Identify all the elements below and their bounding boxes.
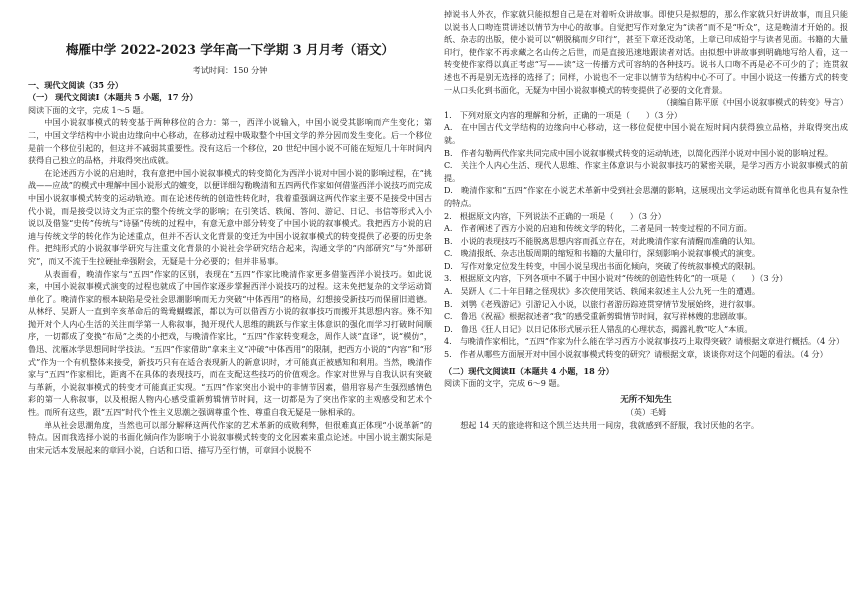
question-5: 5. 作者从哪些方面展开对中国小说叙事模式转变的研究？请根据文章，谈谈你对这个问题的看法。（4 分） xyxy=(444,349,828,360)
question-stem: 1. 下列对原文内容的理解和分析，正确的一项是（ ）（3 分） xyxy=(444,109,683,120)
question-option: C. 关注个人内心生活、现代人思维、作家主体意识与小说叙事技巧的紧密关联，是学习西方小说叙事模式的前提。 xyxy=(444,160,848,183)
question-option: B. 小说的表现技巧不能脱离思想内容而孤立存在，对此晚清作家有清醒而准确的认知。 xyxy=(444,235,761,246)
right-column xyxy=(444,8,848,432)
passage-paragraph: 在论述西方小说的启迪时，我有意把中国小说叙事模式的转变简化为西洋小说对中国小说的影响过程，在“挑战——应战”的模式中理解中国小说形式的嬗变，以便详细勾勒晚清和五四两代作家如何借鉴西洋小说技巧而完成中国小说叙事模式转变的运动轨迹。而在论述传统的创造性转化时，我着重强调这两代作家主要不是接受中国古代小说，而是接受以诗文为正宗的整个传统文学的影响；在引笑话、轶闻、答问、游记、日记、书信等形式入小说以及借鉴“史传”传统与“诗骚”传统的过程中，有意无意中部分转变了中国小说的叙事模式。我把西方小说的启迪与传统文学的转化作为论述重点，但并不否认文化背景的变迁为中国小说叙事模式的转变提供了必要的历史条件。把纯形式的小说叙事学研究与注重文化背景的小说社会学研究结合起来，沟通文学的“内部研究”与“外部研究”，而又不流于生拉硬扯牵强附会，无疑是十分必要的；但并非易事。 xyxy=(28,167,432,266)
story-title: 无所不知先生 xyxy=(620,394,672,405)
reading-instruction: 阅读下面的文字，完成 1～5 题。 xyxy=(28,104,149,115)
passage-source: （摘编自陈平原《中国小说叙事模式的转变》导言） xyxy=(661,97,848,108)
question-option: D. 晚清作家和“五四”作家在小说艺术革新中受到社会思潮的影响，这展现出文学运动既有简单化也具有复杂性的特点。 xyxy=(444,185,848,208)
exam-time: 考试时间：150 分钟 xyxy=(192,65,268,75)
question-2 xyxy=(444,210,848,273)
subsection-heading: （一） 现代文阅读Ⅰ（本题共 5 小题，17 分） xyxy=(28,92,198,103)
question-option: D. 写作对象定位发生转变，中国小说呈现出书面化倾向，突破了传统叙事模式的限制。 xyxy=(444,260,761,271)
question-3 xyxy=(444,272,848,335)
story-paragraph: 想起 14 天的旅途将和这个凯兰达共用一间房，我就感到不舒服，我讨厌他的名字。 xyxy=(460,420,759,430)
question-4: 4. 与晚清作家相比，“五四”作家为什么能在学习西方小说叙事技巧上取得突破？请根据文章进行概括。（4 分） xyxy=(444,336,845,347)
question-option: A. 吴趼人《二十年目睹之怪现状》多次使用笑话、轶闻来叙述主人公九死一生的遭遇。 xyxy=(444,286,760,297)
question-option: D. 鲁迅《狂人日记》以日记体形式展示狂人错乱的心理状态，揭露礼教“吃人”本质。 xyxy=(444,323,753,334)
question-option: A. 作者阐述了西方小说的启迪和传统文学的转化，二者是同一转变过程的不同方面。 xyxy=(444,223,752,234)
section-heading: 一、现代文阅读（35 分） xyxy=(28,79,124,90)
question-option: C. 晚清报纸、杂志出版周期的缩短和书籍的大量印行，深刻影响小说叙事模式的演变。 xyxy=(444,248,761,259)
question-option: B. 刘鹗《老残游记》引游记入小说，以旅行者游历踪迹贯穿情节发展始终，进行叙事。 xyxy=(444,298,761,309)
question-option: C. 鲁迅《祝福》根据叙述者“我”的感受重新剪辑情节时间，叙写祥林嫂的悲剧故事。 xyxy=(444,311,753,322)
story-author: （英）毛姆 xyxy=(625,407,667,418)
passage-paragraph: 中国小说叙事模式的转变基于两种移位的合力：第一，西洋小说输入，中国小说受其影响而产生变化；第二，中国文学结构中小说由边缘向中心移动，在移动过程中吸取整个中国文学的养分因而发生变化。后一个移位是前一个移位引起的，但这并不减弱其重要性。没有这后一个移位，20 世纪中国小说不可能在短短几十年时间内获得自己独立的品格，并取得突出成就。 xyxy=(28,117,432,166)
passage-paragraph: 掉说书人外衣，作家就只能拟想自己是在对着听众讲故事。即使只是拟想的，那么作家就只好讲故事，而且只能以说书人口吻连贯讲述以情节为中心的故事。自觉把写作对象定为“读者”而不是“听众”，这是晚清才开始的。报纸、杂志的出版，使小说可以“朝脱稿而夕印行”，甚至下章还没动笔，上章已印成铅字与读者见面。书籍的大量印行，使作家不再求藏之名山传之后世，而是直接迅速地跟读者对话。由拟想中讲故事到明确地写给人看，这一转变使作家得以真正考虑“写——读”这一传播方式可容纳的各种技巧。说书人口吻不再是必不可少的了；连贯叙述也不再是别无选择的选择了；同样，小说也不一定非以情节为结构中心不可了。中国小说这一传播方式的转变一从口头化到书面化，无疑为中国小说叙事模式的转变提供了必要的文化背景。 xyxy=(444,9,848,95)
left-column xyxy=(28,8,432,456)
question-stem: 3. 根据原文内容，下列各项中不属于中国小说对“传统的创造性转化”的一项是（ ）（3 分） xyxy=(444,273,788,284)
passage-paragraph: 单从社会思潮角度，当然也可以部分解释这两代作家的艺术革新的成败利弊，但很难真正体现“小说革新”的特点。因而我选择小说的书面化倾向作为影响于小说叙事模式转变的文化因素来重点论述。中国小说主潮实际是由宋元话本发展起来的章回小说，白话和口语、描写乃至行情，可章回小说脱不 xyxy=(28,419,432,455)
exam-title: 梅雁中学 2022-2023 学年高一下学期 3 月月考（语文） xyxy=(65,42,395,57)
subsection-heading: （二）现代文阅读Ⅱ（本题共 4 小题，18 分） xyxy=(444,365,614,376)
passage-paragraph: 从表面看，晚清作家与“五四”作家的区别，表现在“五四”作家比晚清作家更多借鉴西洋小说技巧。如此说来，中国小说叙事模式演变的过程也就成了中国作家逐步掌握西洋小说技巧的过程。这未免把复杂的文学运动简单化了。晚清作家的根本缺陷是受社会思潮影响而无力突破“中体西用”的格局，幻想接受新技巧而保留旧道德。从林纾、吴趼人一直到辛亥革命后的鸳鸯蝴蝶派，都以为可以借西方小说的叙事技巧而搬开其思想内容。殊不知抛开对个人内心生活的关注而学第一人称叙事，抛开现代人思维的跳跃与作家主体意识的强化而学习打破时间顺序，一切都成了变换“布局”之类的小把戏，与晚清作家比，“五四”作家转变观念，周作人谈“直译”，说“模仿”，鲁迅、沈雁冰学思想同时学技法。“五四”作家借助“拿来主义”冲破“中体西用”的限制，把西方小说的“内容”和“形式”作为一个有机整体来接受，新技巧只有在适合表现新人的新意识时，才可能真正被感知和利用。当然，晚清作家与“五四”作家相比，距离不在具体的表现技巧，而在支配这些技巧的价值观念。作家对世界与自我认识有突破与革新，小说叙事模式的转变才可能真正实现。“五四”作家突出小说中的非情节因素，借用容易产生强烈感情色彩的第一人称叙事，以及根据人物内心感受重新剪辑情节时间，这一切都是为了突出作家的主观感受和艺术个性。而所有这些，跟“五四”时代个性主义思潮之强调尊重个性、尊重自我无疑是一脉相承的。 xyxy=(28,268,432,418)
question-stem: 2. 根据原文内容，下列说法不正确的一项是（ ）（3 分） xyxy=(444,210,666,221)
question-option: B. 作者勾勒两代作家共同完成中国小说叙事模式转变的运动轨迹，以简化西洋小说对中国小说的影响过程。 xyxy=(444,147,833,158)
reading-instruction: 阅读下面的文字，完成 6～9 题。 xyxy=(444,378,565,389)
question-1 xyxy=(444,109,848,210)
question-option: A. 在中国古代文学结构的边缘向中心移动，这一移位促使中国小说在短时间内获得独立品格，并取得突出成就。 xyxy=(444,122,848,145)
